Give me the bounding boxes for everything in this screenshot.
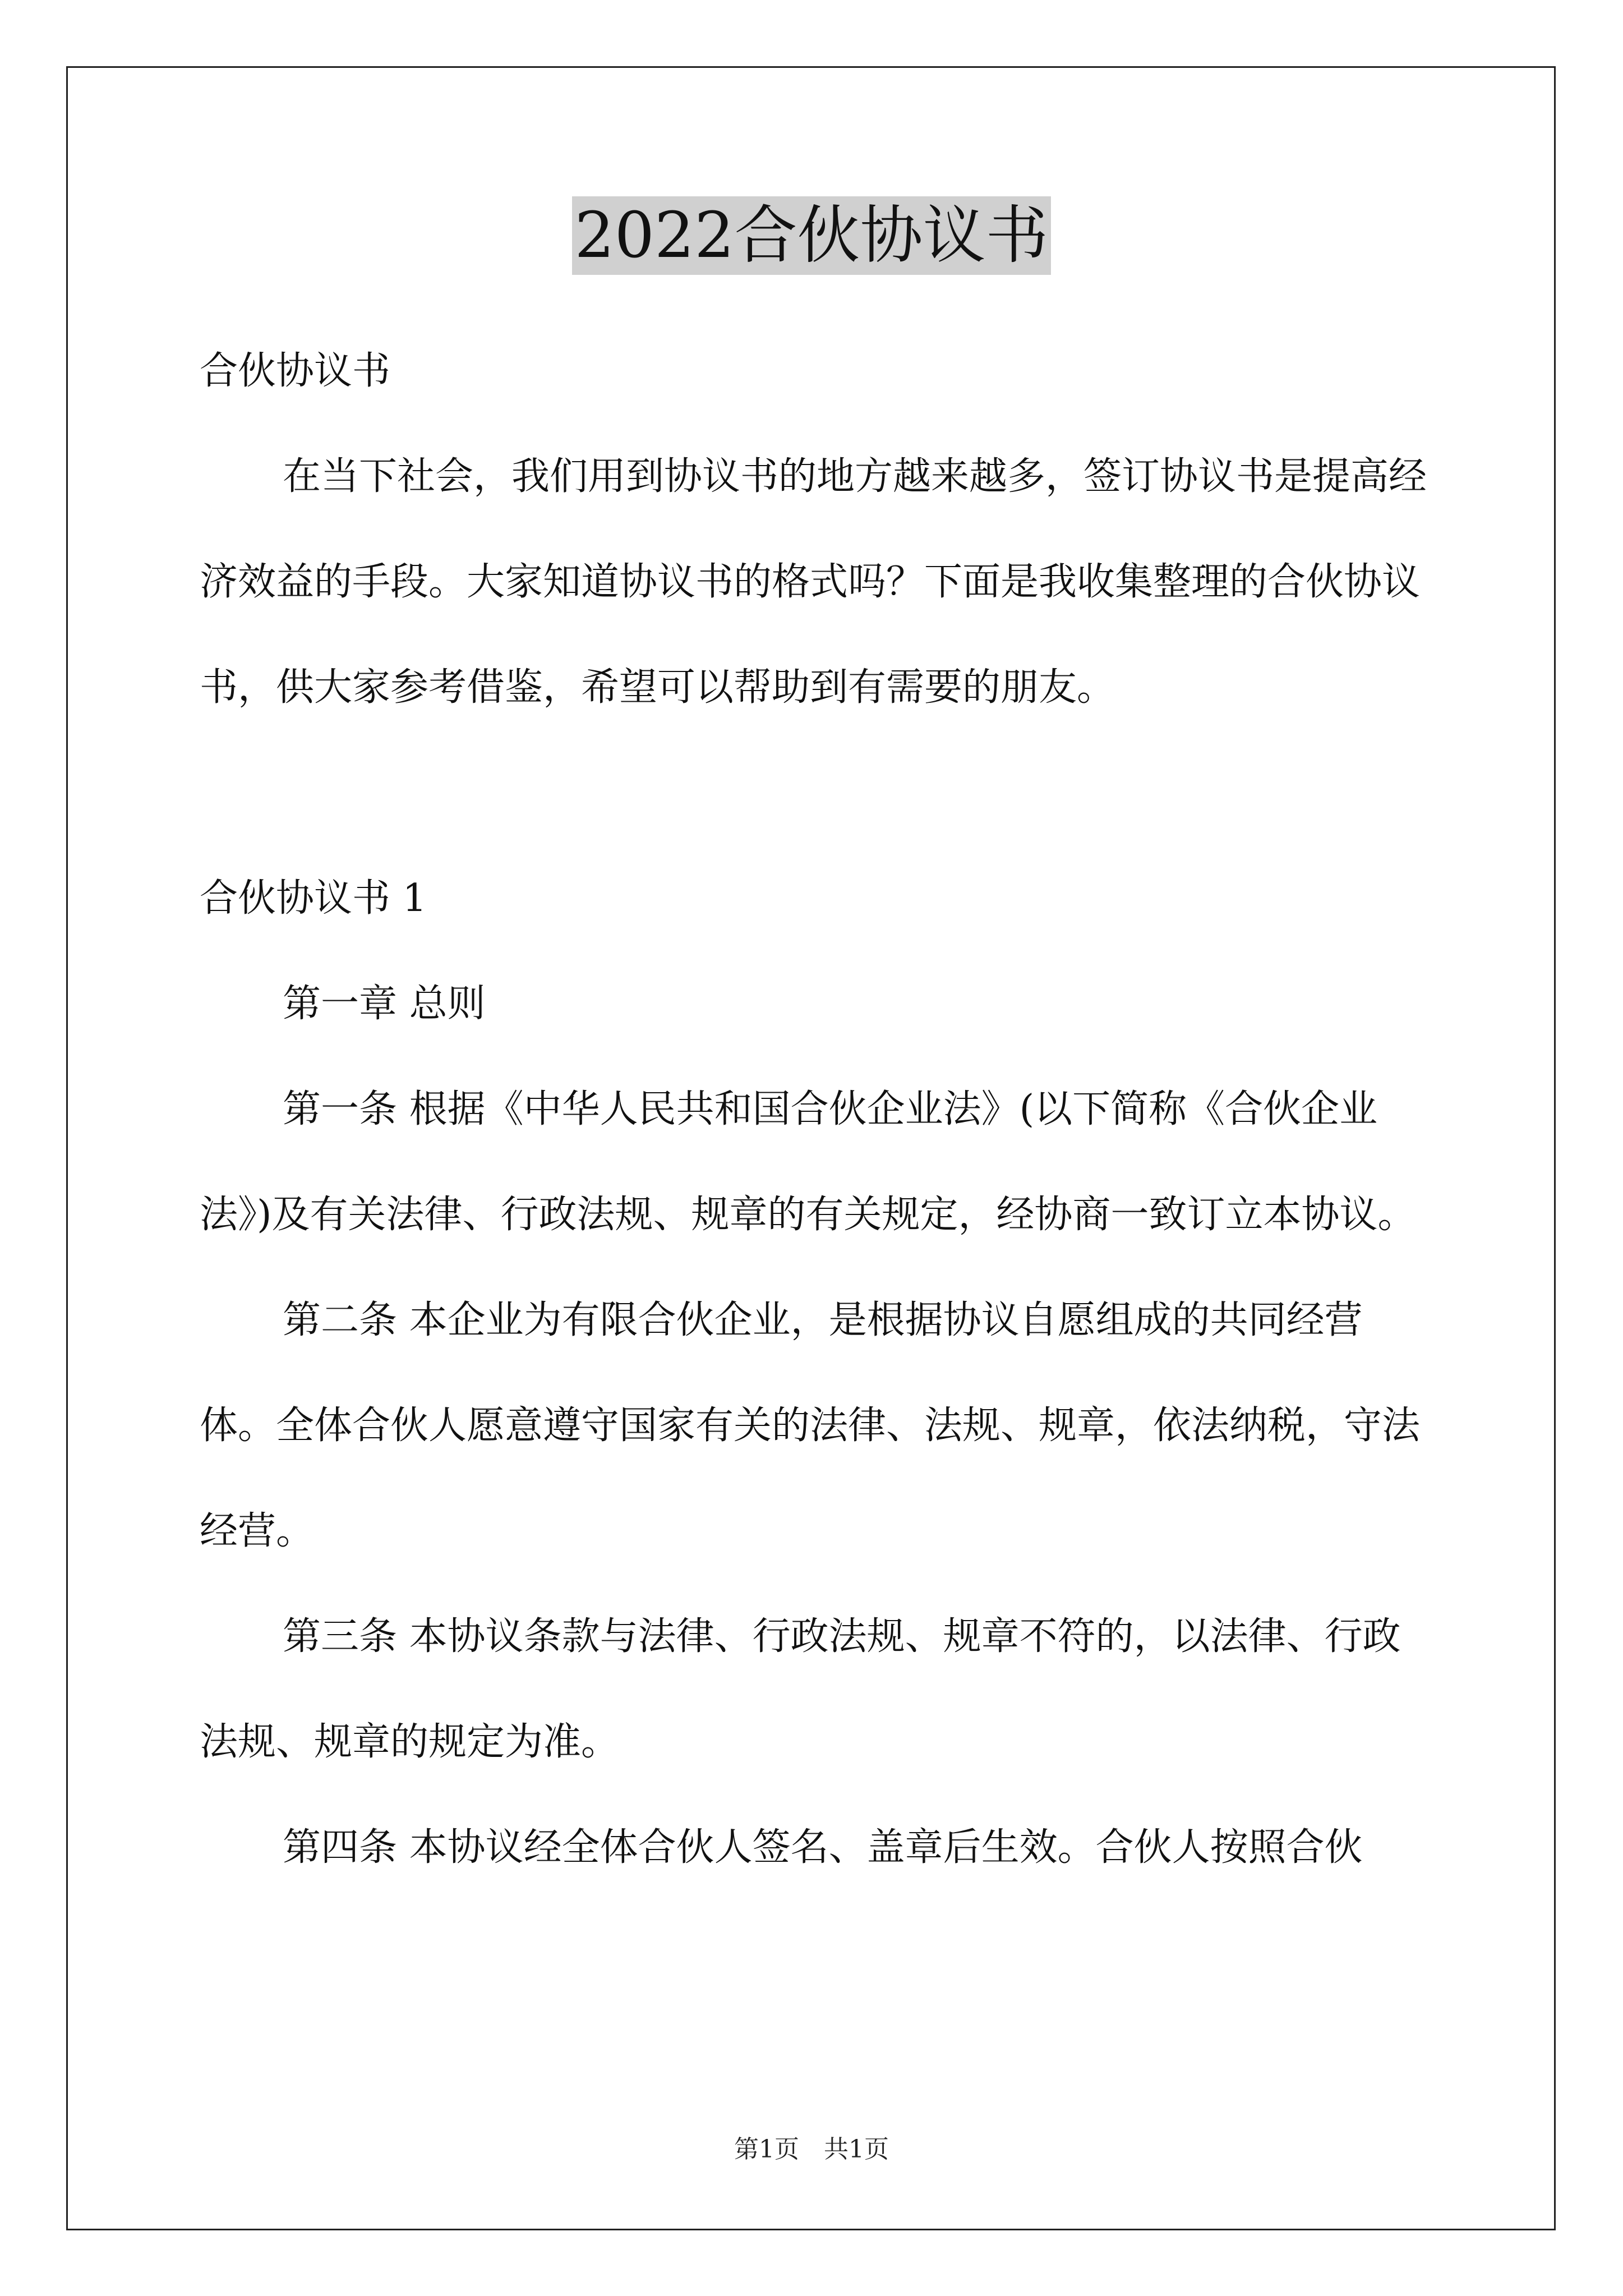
chapter-heading: 第一章 总则 xyxy=(283,982,486,1026)
spacer xyxy=(200,740,1427,846)
section-title: 合伙协议书 1 xyxy=(200,876,427,921)
article-2: 第二条 本企业为有限合伙企业，是根据协议自愿组成的共同经营体。全体合伙人愿意遵守国家有关的法律、法规、规章，依法纳税，守法经营。 xyxy=(200,1298,1421,1553)
document-title: 2022合伙协议书 xyxy=(572,196,1050,275)
page-footer: 第1页 共1页 xyxy=(734,2135,889,2164)
article-3: 第三条 本协议条款与法律、行政法规、规章不符的，以法律、行政法规、规章的规定为准。 xyxy=(200,1614,1401,1764)
document-heading: 合伙协议书 xyxy=(200,349,391,393)
article-4: 第四条 本协议经全体合伙人签名、盖章后生效。合伙人按照合伙 xyxy=(283,1825,1363,1870)
article-1: 第一条 根据《中华人民共和国合伙企业法》(以下简称《合伙企业法》)及有关法律、行政法规、规章的有关规定，经协商一致订立本协议。 xyxy=(200,1087,1416,1237)
title-container xyxy=(0,196,1623,275)
document-body xyxy=(200,319,1427,1901)
intro-paragraph: 在当下社会，我们用到协议书的地方越来越多，签订协议书是提高经济效益的手段。大家知道协议书的格式吗？下面是我收集整理的合伙协议书，供大家参考借鉴，希望可以帮助到有需要的朋友。 xyxy=(200,454,1427,710)
